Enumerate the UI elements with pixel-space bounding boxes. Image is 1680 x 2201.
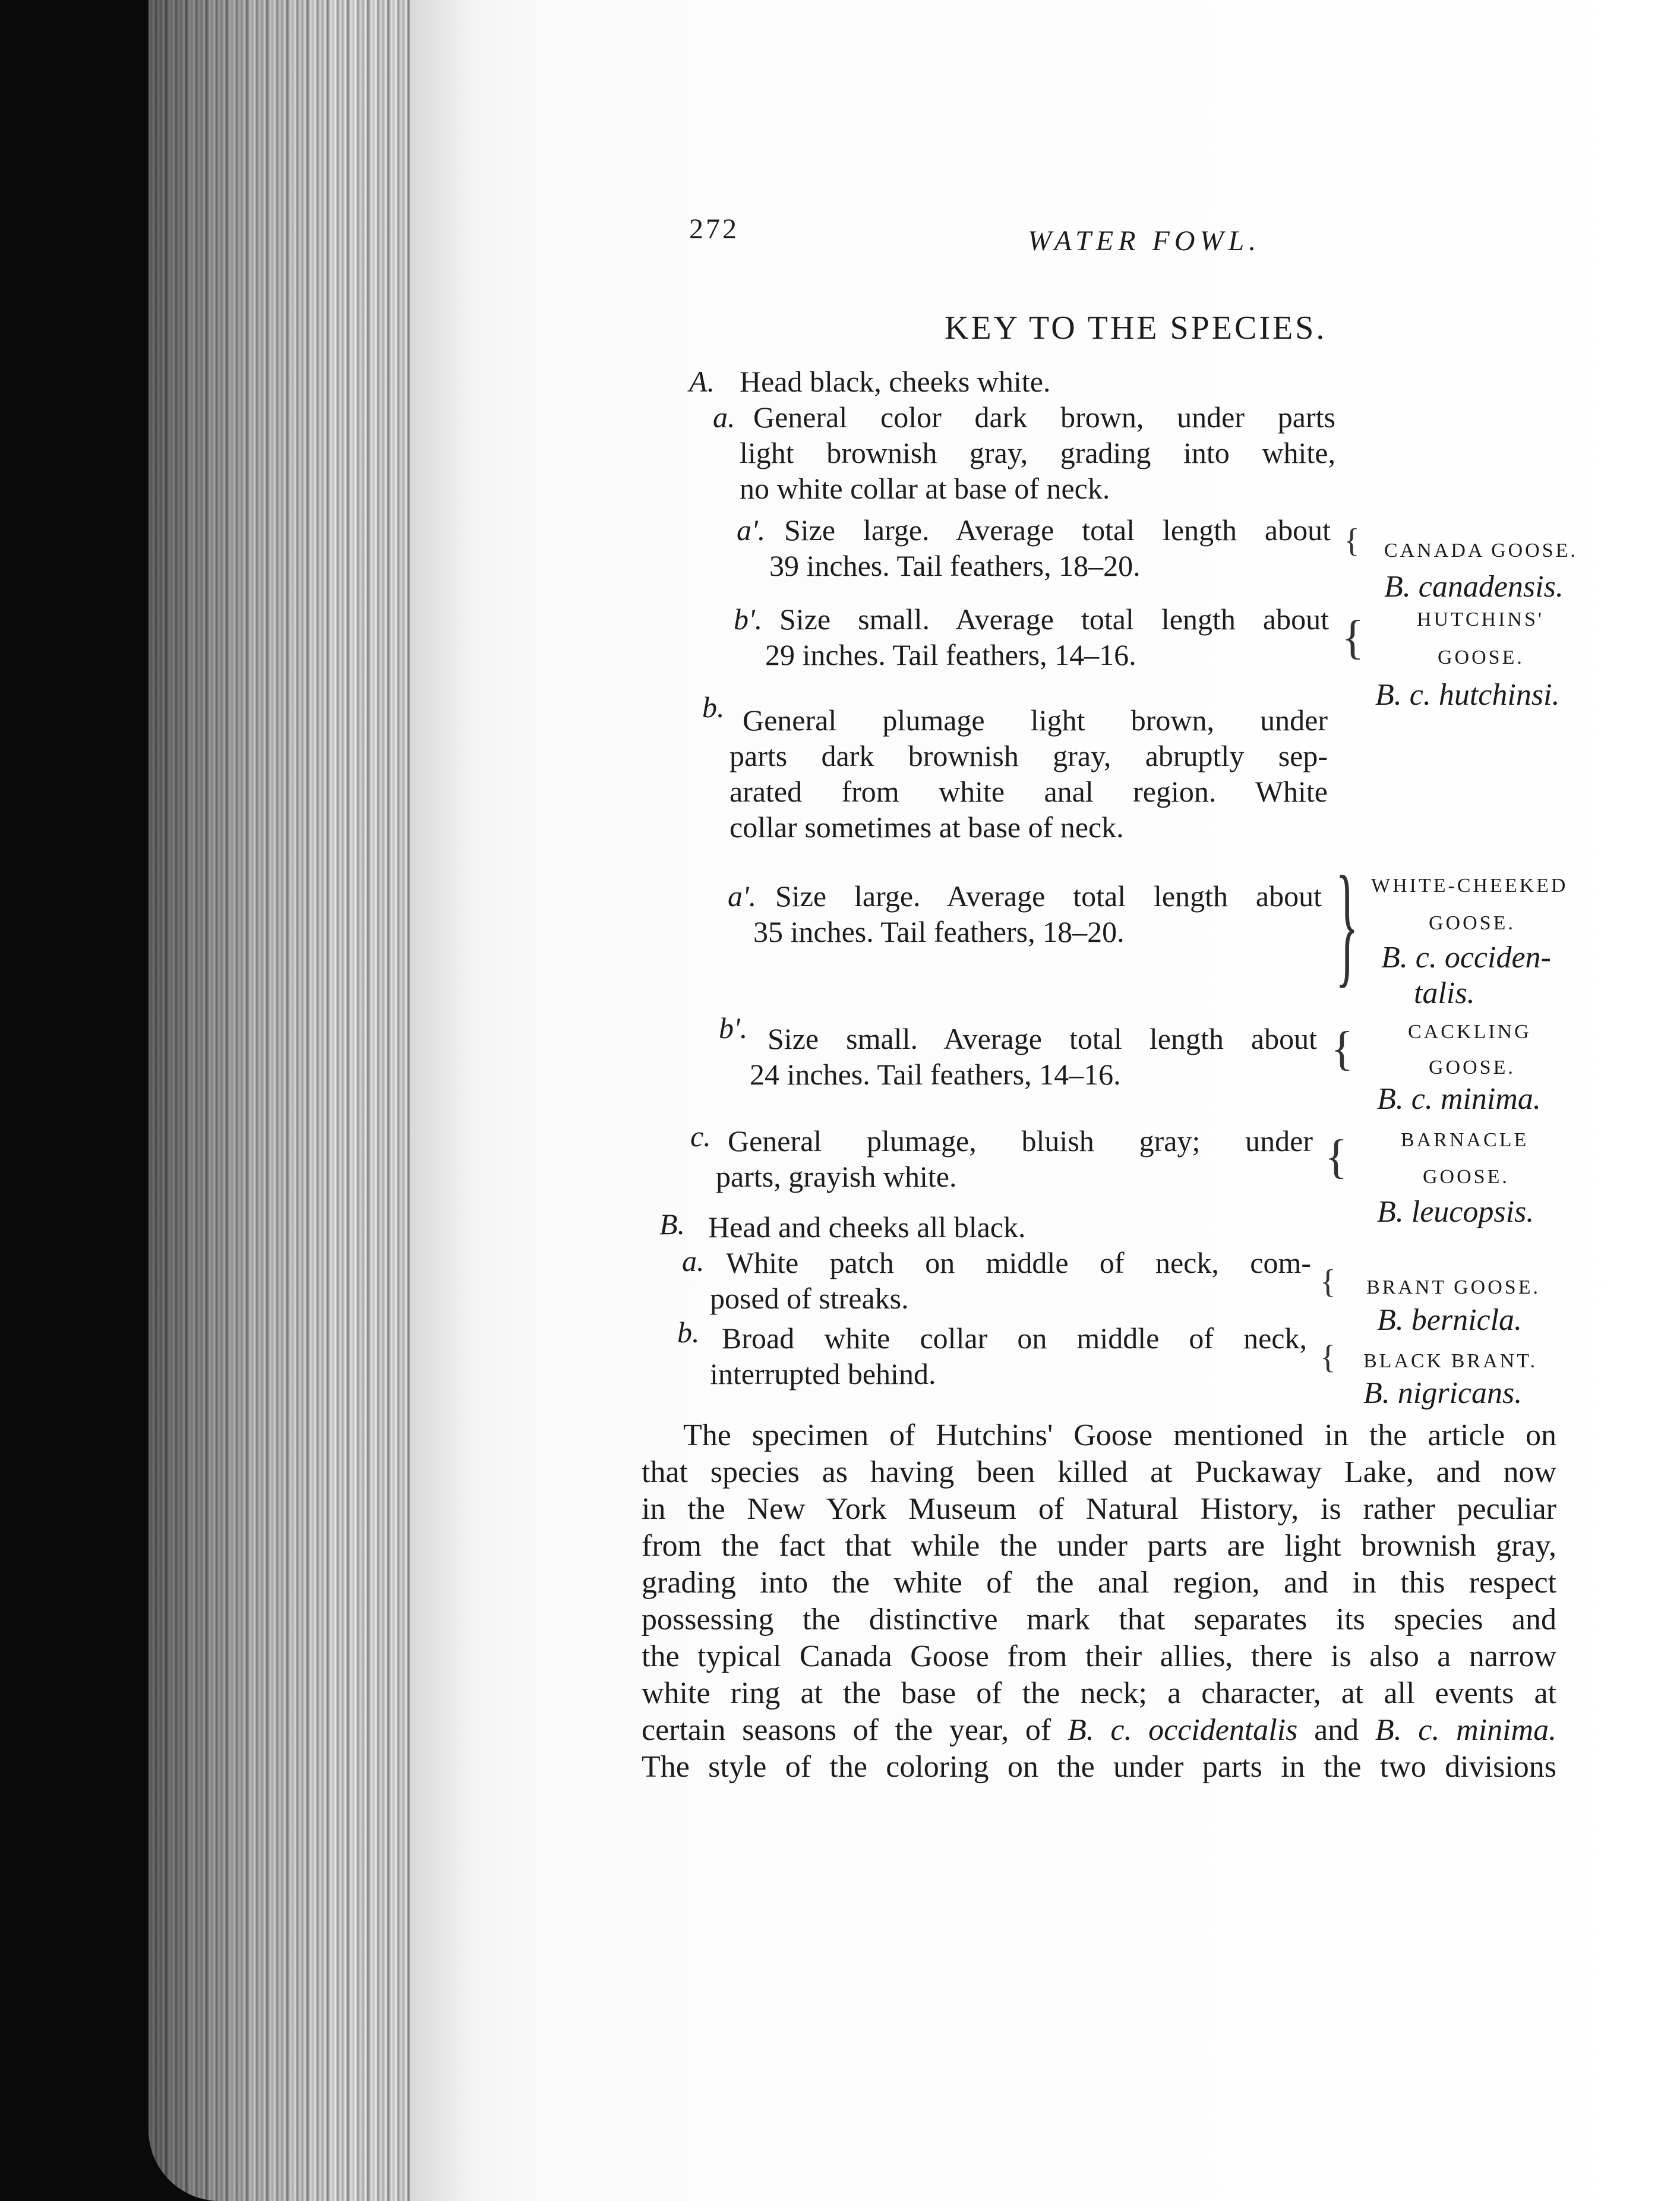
brace-white-cheeked: } xyxy=(1335,848,1359,999)
key-text-A-b-b1-line1: Size small. Average total length about xyxy=(768,1022,1317,1055)
common-name-brant-goose: BRANT GOOSE. xyxy=(1366,1276,1540,1298)
brace-cackling: { xyxy=(1331,1023,1354,1075)
body-line-10: The style of the coloring on the under parts in the two divisions xyxy=(642,1750,1556,1784)
common-name-black-brant: BLACK BRANT. xyxy=(1363,1350,1537,1372)
body-line-2: that species as having been killed at Puckaway Lake, and now xyxy=(642,1455,1556,1489)
body-line-4: from the fact that while the under parts are light brownish gray, xyxy=(642,1529,1556,1563)
key-text-A-a-b1-line2: 29 inches. Tail feathers, 14–16. xyxy=(765,638,1136,671)
body-line-1: The specimen of Hutchins' Goose mentioned in the article on xyxy=(683,1418,1556,1452)
key-text-A-b-line2: parts dark brownish gray, abruptly sep- xyxy=(730,739,1328,772)
common-name-cackling: CACKLING xyxy=(1408,1021,1531,1043)
key-text-A-a-line1: General color dark brown, under parts xyxy=(753,401,1335,434)
key-text-A-a-line3: no white collar at base of neck. xyxy=(740,472,1110,505)
common-name-cackling-goose: GOOSE. xyxy=(1429,1057,1515,1079)
body-line-9-occidentalis: B. c. occidentalis xyxy=(1067,1713,1298,1747)
key-label-A-a: a. xyxy=(713,401,735,434)
common-name-barnacle: BARNACLE xyxy=(1401,1129,1529,1151)
species-canadensis: B. canadensis. xyxy=(1384,570,1564,604)
key-text-A-b-line4: collar sometimes at base of neck. xyxy=(730,811,1124,844)
key-text-A-b-a1-line2: 35 inches. Tail feathers, 18–20. xyxy=(753,915,1125,948)
key-text-A-a-b1-line1: Size small. Average total length about xyxy=(779,603,1329,636)
key-title: KEY TO THE SPECIES. xyxy=(945,310,1327,346)
key-label-A: A. xyxy=(689,365,715,398)
key-text-A-b-a1-line1: Size large. Average total length about xyxy=(775,879,1322,913)
key-text-A-a-a1-line1: Size large. Average total length about xyxy=(784,513,1331,547)
brace-hutchins: { xyxy=(1341,611,1365,664)
page-edges-shadow xyxy=(149,0,422,2201)
body-line-5: grading into the white of the anal region, and in this respect xyxy=(642,1566,1556,1600)
key-label-B-a: a. xyxy=(682,1244,705,1278)
body-line-3: in the New York Museum of Natural History, is rather peculiar xyxy=(642,1492,1556,1526)
brace-canada: { xyxy=(1344,522,1360,559)
common-name-white-cheeked: WHITE-CHEEKED xyxy=(1371,875,1568,897)
species-occidentalis-2: talis. xyxy=(1414,976,1475,1010)
key-text-B-b-line1: Broad white collar on middle of neck, xyxy=(722,1322,1307,1355)
body-line-8: white ring at the base of the neck; a character, at all events at xyxy=(642,1676,1556,1710)
key-text-A-c-line1: General plumage, bluish gray; under xyxy=(728,1124,1313,1158)
key-label-A-b: b. xyxy=(702,690,725,724)
brace-barnacle: { xyxy=(1325,1131,1348,1183)
brace-brant: { xyxy=(1320,1263,1336,1300)
key-text-B: Head and cheeks all black. xyxy=(708,1210,1026,1244)
species-hutchinsi: B. c. hutchinsi. xyxy=(1375,678,1560,712)
species-leucopsis: B. leucopsis. xyxy=(1377,1195,1534,1229)
species-occidentalis-1: B. c. occiden- xyxy=(1381,941,1551,975)
body-line-9 xyxy=(642,1712,1556,1749)
species-bernicla: B. bernicla. xyxy=(1377,1303,1523,1337)
common-name-hutchins: HUTCHINS' xyxy=(1417,608,1545,630)
common-name-canada-goose: CANADA GOOSE. xyxy=(1384,540,1578,562)
key-text-A-b-b1-line2: 24 inches. Tail feathers, 14–16. xyxy=(750,1058,1121,1091)
brace-black-brant: { xyxy=(1320,1339,1336,1376)
key-label-A-a-a1: a'. xyxy=(737,513,766,547)
key-text-B-a-line2: posed of streaks. xyxy=(710,1282,909,1315)
key-text-A: Head black, cheeks white. xyxy=(740,365,1051,398)
page-number: 272 xyxy=(689,213,739,245)
key-label-A-b-b1: b'. xyxy=(719,1011,748,1045)
common-name-white-cheeked-goose: GOOSE. xyxy=(1429,912,1515,934)
common-name-hutchins-goose: GOOSE. xyxy=(1438,647,1524,669)
body-line-7: the typical Canada Goose from their allies, there is also a narrow xyxy=(642,1639,1556,1673)
common-name-barnacle-goose: GOOSE. xyxy=(1423,1166,1510,1188)
key-label-A-b-a1: a'. xyxy=(728,879,757,913)
key-text-A-b-line3: arated from white anal region. White xyxy=(730,775,1328,808)
key-text-A-b-line1: General plumage light brown, under xyxy=(743,704,1328,737)
key-text-A-c-line2: parts, grayish white. xyxy=(716,1160,957,1193)
body-line-9-text: certain seasons of the year, of xyxy=(642,1713,1051,1747)
key-text-A-a-a1-line2: 39 inches. Tail feathers, 18–20. xyxy=(769,549,1141,582)
key-text-A-a-line2: light brownish gray, grading into white, xyxy=(740,436,1335,469)
key-label-A-a-b1: b'. xyxy=(734,603,763,636)
key-label-B: B. xyxy=(659,1207,686,1241)
body-line-9-and: and xyxy=(1314,1713,1359,1747)
running-title: WATER FOWL. xyxy=(1028,225,1261,257)
key-text-B-b-line2: interrupted behind. xyxy=(710,1357,936,1390)
body-line-6: possessing the distinctive mark that separates its species and xyxy=(642,1603,1556,1636)
body-line-9-minima: B. c. minima. xyxy=(1375,1713,1557,1747)
species-minima: B. c. minima. xyxy=(1377,1082,1541,1116)
key-text-B-a-line1: White patch on middle of neck, com- xyxy=(726,1246,1311,1279)
key-label-A-c: c. xyxy=(690,1120,711,1153)
species-nigricans: B. nigricans. xyxy=(1363,1376,1523,1410)
key-label-B-b: b. xyxy=(677,1316,700,1349)
